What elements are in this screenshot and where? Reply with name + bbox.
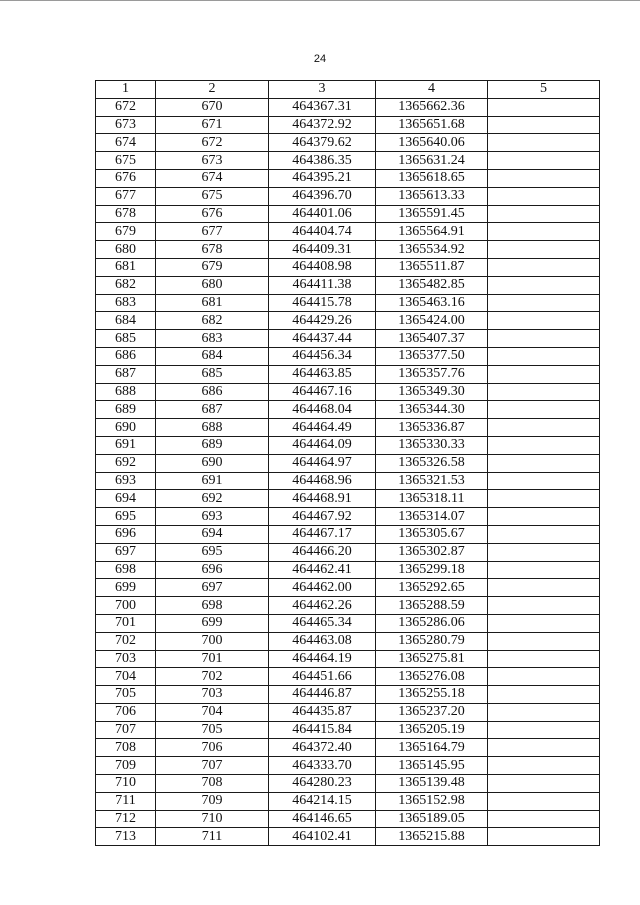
table-cell: 464462.00 bbox=[269, 579, 376, 597]
table-row bbox=[96, 365, 600, 383]
table-cell: 464446.87 bbox=[269, 686, 376, 704]
table-cell bbox=[488, 98, 600, 116]
table-cell: 710 bbox=[96, 775, 156, 793]
table-cell: 1365336.87 bbox=[376, 419, 488, 437]
column-header: 5 bbox=[488, 81, 600, 99]
table-cell: 1365349.30 bbox=[376, 383, 488, 401]
table-cell: 464451.66 bbox=[269, 668, 376, 686]
table-cell bbox=[488, 205, 600, 223]
table-row bbox=[96, 579, 600, 597]
table-row bbox=[96, 810, 600, 828]
table-row bbox=[96, 650, 600, 668]
table-row bbox=[96, 276, 600, 294]
table-cell: 706 bbox=[156, 739, 269, 757]
table-cell: 698 bbox=[96, 561, 156, 579]
table-row bbox=[96, 828, 600, 846]
table-cell: 702 bbox=[156, 668, 269, 686]
table-row bbox=[96, 792, 600, 810]
table-cell: 1365152.98 bbox=[376, 792, 488, 810]
table-cell: 679 bbox=[96, 223, 156, 241]
table-row bbox=[96, 347, 600, 365]
table-cell: 682 bbox=[156, 312, 269, 330]
table-cell: 712 bbox=[96, 810, 156, 828]
table-cell: 708 bbox=[156, 775, 269, 793]
table-cell: 1365305.67 bbox=[376, 525, 488, 543]
table-cell: 701 bbox=[156, 650, 269, 668]
table-cell: 703 bbox=[156, 686, 269, 704]
table-cell: 464395.21 bbox=[269, 169, 376, 187]
table-cell: 713 bbox=[96, 828, 156, 846]
table-cell: 700 bbox=[96, 597, 156, 615]
table-cell bbox=[488, 116, 600, 134]
table-row bbox=[96, 757, 600, 775]
table-cell: 670 bbox=[156, 98, 269, 116]
table-row bbox=[96, 739, 600, 757]
table-row bbox=[96, 454, 600, 472]
table-cell: 684 bbox=[96, 312, 156, 330]
table-cell: 1365631.24 bbox=[376, 152, 488, 170]
table-cell: 464280.23 bbox=[269, 775, 376, 793]
table-cell: 464467.17 bbox=[269, 525, 376, 543]
table-cell: 672 bbox=[156, 134, 269, 152]
table-cell: 1365534.92 bbox=[376, 241, 488, 259]
table-cell: 1365377.50 bbox=[376, 347, 488, 365]
table-cell: 702 bbox=[96, 632, 156, 650]
table-cell: 1365344.30 bbox=[376, 401, 488, 419]
table-cell: 675 bbox=[96, 152, 156, 170]
table-cell: 676 bbox=[96, 169, 156, 187]
coordinates-table bbox=[95, 80, 600, 846]
table-row bbox=[96, 508, 600, 526]
table-cell: 680 bbox=[156, 276, 269, 294]
table-cell: 464415.84 bbox=[269, 721, 376, 739]
table-cell: 692 bbox=[96, 454, 156, 472]
table-cell: 464102.41 bbox=[269, 828, 376, 846]
table-cell: 1365276.08 bbox=[376, 668, 488, 686]
table-row bbox=[96, 116, 600, 134]
table-cell bbox=[488, 597, 600, 615]
table-cell: 690 bbox=[156, 454, 269, 472]
table-cell bbox=[488, 223, 600, 241]
table-cell: 711 bbox=[96, 792, 156, 810]
table-cell: 707 bbox=[156, 757, 269, 775]
table-cell: 464464.19 bbox=[269, 650, 376, 668]
table-cell: 1365463.16 bbox=[376, 294, 488, 312]
table-cell: 464401.06 bbox=[269, 205, 376, 223]
table-cell bbox=[488, 472, 600, 490]
table-cell: 683 bbox=[96, 294, 156, 312]
table-cell: 709 bbox=[96, 757, 156, 775]
table-cell: 690 bbox=[96, 419, 156, 437]
table-cell: 686 bbox=[96, 347, 156, 365]
table-cell: 464462.26 bbox=[269, 597, 376, 615]
table-cell: 705 bbox=[96, 686, 156, 704]
column-header: 4 bbox=[376, 81, 488, 99]
table-cell bbox=[488, 294, 600, 312]
table-cell: 682 bbox=[96, 276, 156, 294]
table-cell: 1365613.33 bbox=[376, 187, 488, 205]
table-cell: 464464.09 bbox=[269, 436, 376, 454]
table-cell: 688 bbox=[156, 419, 269, 437]
table-cell bbox=[488, 436, 600, 454]
table-cell: 1365424.00 bbox=[376, 312, 488, 330]
table-row bbox=[96, 721, 600, 739]
table-row bbox=[96, 686, 600, 704]
table-cell bbox=[488, 828, 600, 846]
table-cell bbox=[488, 187, 600, 205]
table-cell bbox=[488, 721, 600, 739]
table-cell bbox=[488, 330, 600, 348]
table-cell: 691 bbox=[156, 472, 269, 490]
table-cell: 704 bbox=[156, 703, 269, 721]
table-cell bbox=[488, 757, 600, 775]
table-cell bbox=[488, 419, 600, 437]
table-cell: 692 bbox=[156, 490, 269, 508]
table-cell bbox=[488, 365, 600, 383]
table-cell: 464464.49 bbox=[269, 419, 376, 437]
table-row bbox=[96, 169, 600, 187]
table-cell: 688 bbox=[96, 383, 156, 401]
table-cell bbox=[488, 454, 600, 472]
table-cell: 678 bbox=[96, 205, 156, 223]
table-cell: 708 bbox=[96, 739, 156, 757]
table-cell: 464468.96 bbox=[269, 472, 376, 490]
table-cell: 1365618.65 bbox=[376, 169, 488, 187]
table-cell: 1365189.05 bbox=[376, 810, 488, 828]
table-cell: 1365292.65 bbox=[376, 579, 488, 597]
table-row bbox=[96, 134, 600, 152]
table-cell: 1365299.18 bbox=[376, 561, 488, 579]
table-cell: 1365275.81 bbox=[376, 650, 488, 668]
table-cell: 696 bbox=[156, 561, 269, 579]
table-cell: 464408.98 bbox=[269, 258, 376, 276]
table-cell: 684 bbox=[156, 347, 269, 365]
table-cell: 681 bbox=[156, 294, 269, 312]
table-cell: 1365215.88 bbox=[376, 828, 488, 846]
table-header-row bbox=[96, 81, 600, 99]
table-row bbox=[96, 401, 600, 419]
table-row bbox=[96, 419, 600, 437]
table-cell: 695 bbox=[96, 508, 156, 526]
table-cell: 1365314.07 bbox=[376, 508, 488, 526]
table-row bbox=[96, 543, 600, 561]
table-cell: 693 bbox=[96, 472, 156, 490]
table-row bbox=[96, 187, 600, 205]
table-row bbox=[96, 312, 600, 330]
table-cell: 1365482.85 bbox=[376, 276, 488, 294]
table-cell: 464146.65 bbox=[269, 810, 376, 828]
table-cell: 464372.92 bbox=[269, 116, 376, 134]
table-cell: 699 bbox=[156, 614, 269, 632]
column-header: 1 bbox=[96, 81, 156, 99]
table-cell: 710 bbox=[156, 810, 269, 828]
table-cell: 700 bbox=[156, 632, 269, 650]
table-cell: 464333.70 bbox=[269, 757, 376, 775]
table-cell: 1365288.59 bbox=[376, 597, 488, 615]
table-cell: 464466.20 bbox=[269, 543, 376, 561]
table-row bbox=[96, 241, 600, 259]
table-cell: 464409.31 bbox=[269, 241, 376, 259]
table-cell: 464429.26 bbox=[269, 312, 376, 330]
table-cell bbox=[488, 686, 600, 704]
table-cell: 679 bbox=[156, 258, 269, 276]
table-row bbox=[96, 152, 600, 170]
table-cell: 1365321.53 bbox=[376, 472, 488, 490]
table-row bbox=[96, 525, 600, 543]
table-cell: 697 bbox=[96, 543, 156, 561]
table-cell: 1365407.37 bbox=[376, 330, 488, 348]
table-row bbox=[96, 561, 600, 579]
table-cell: 1365511.87 bbox=[376, 258, 488, 276]
table-cell: 678 bbox=[156, 241, 269, 259]
table-cell: 703 bbox=[96, 650, 156, 668]
table-cell: 1365280.79 bbox=[376, 632, 488, 650]
table-row bbox=[96, 668, 600, 686]
table-cell: 464468.04 bbox=[269, 401, 376, 419]
table-cell: 705 bbox=[156, 721, 269, 739]
table-cell: 1365205.19 bbox=[376, 721, 488, 739]
table-cell: 699 bbox=[96, 579, 156, 597]
table-cell: 464437.44 bbox=[269, 330, 376, 348]
table-cell: 706 bbox=[96, 703, 156, 721]
table-cell: 1365662.36 bbox=[376, 98, 488, 116]
table-cell: 464465.34 bbox=[269, 614, 376, 632]
table-cell: 673 bbox=[156, 152, 269, 170]
table-cell bbox=[488, 383, 600, 401]
table-cell: 671 bbox=[156, 116, 269, 134]
table-cell: 686 bbox=[156, 383, 269, 401]
table-cell: 1365255.18 bbox=[376, 686, 488, 704]
table-cell: 683 bbox=[156, 330, 269, 348]
table-cell: 1365330.33 bbox=[376, 436, 488, 454]
table-cell bbox=[488, 169, 600, 187]
table-cell: 464463.08 bbox=[269, 632, 376, 650]
table-cell: 674 bbox=[156, 169, 269, 187]
table-cell bbox=[488, 241, 600, 259]
table-cell bbox=[488, 134, 600, 152]
column-header: 3 bbox=[269, 81, 376, 99]
page-number: 24 bbox=[313, 53, 327, 65]
table-cell: 464404.74 bbox=[269, 223, 376, 241]
table-cell: 464214.15 bbox=[269, 792, 376, 810]
table-cell: 464464.97 bbox=[269, 454, 376, 472]
table-cell: 1365318.11 bbox=[376, 490, 488, 508]
table-cell: 689 bbox=[156, 436, 269, 454]
table-cell bbox=[488, 312, 600, 330]
table-cell: 464411.38 bbox=[269, 276, 376, 294]
table-cell: 687 bbox=[96, 365, 156, 383]
table-cell: 697 bbox=[156, 579, 269, 597]
table-cell: 693 bbox=[156, 508, 269, 526]
table-cell bbox=[488, 276, 600, 294]
table-row bbox=[96, 223, 600, 241]
table-cell bbox=[488, 810, 600, 828]
table-cell: 701 bbox=[96, 614, 156, 632]
table-body bbox=[96, 98, 600, 845]
table-cell: 1365286.06 bbox=[376, 614, 488, 632]
table-cell: 677 bbox=[156, 223, 269, 241]
table-cell: 680 bbox=[96, 241, 156, 259]
table-cell: 464463.85 bbox=[269, 365, 376, 383]
table-cell: 1365139.48 bbox=[376, 775, 488, 793]
table-cell: 1365326.58 bbox=[376, 454, 488, 472]
table-cell: 1365357.76 bbox=[376, 365, 488, 383]
table-cell bbox=[488, 152, 600, 170]
table-cell: 674 bbox=[96, 134, 156, 152]
table-cell: 709 bbox=[156, 792, 269, 810]
table-cell: 687 bbox=[156, 401, 269, 419]
table-cell: 681 bbox=[96, 258, 156, 276]
table-cell: 464372.40 bbox=[269, 739, 376, 757]
table-row bbox=[96, 205, 600, 223]
table-cell bbox=[488, 490, 600, 508]
table-cell: 673 bbox=[96, 116, 156, 134]
table-row bbox=[96, 703, 600, 721]
table-row bbox=[96, 775, 600, 793]
table-cell: 698 bbox=[156, 597, 269, 615]
table-cell: 464467.92 bbox=[269, 508, 376, 526]
table-cell: 464467.16 bbox=[269, 383, 376, 401]
table-cell: 1365591.45 bbox=[376, 205, 488, 223]
table-cell: 695 bbox=[156, 543, 269, 561]
table-cell bbox=[488, 525, 600, 543]
table-cell bbox=[488, 792, 600, 810]
table-cell: 464462.41 bbox=[269, 561, 376, 579]
table-cell: 1365302.87 bbox=[376, 543, 488, 561]
table-cell: 464386.35 bbox=[269, 152, 376, 170]
table-cell bbox=[488, 561, 600, 579]
table-cell bbox=[488, 739, 600, 757]
table-cell: 1365640.06 bbox=[376, 134, 488, 152]
table-cell: 464456.34 bbox=[269, 347, 376, 365]
table-cell: 464415.78 bbox=[269, 294, 376, 312]
table-cell: 704 bbox=[96, 668, 156, 686]
table-cell: 464379.62 bbox=[269, 134, 376, 152]
table-cell: 691 bbox=[96, 436, 156, 454]
table-cell: 707 bbox=[96, 721, 156, 739]
table-row bbox=[96, 258, 600, 276]
table-cell bbox=[488, 775, 600, 793]
table-cell: 464367.31 bbox=[269, 98, 376, 116]
table-cell: 1365164.79 bbox=[376, 739, 488, 757]
table-cell bbox=[488, 668, 600, 686]
table-cell: 711 bbox=[156, 828, 269, 846]
table-row bbox=[96, 436, 600, 454]
table-cell bbox=[488, 347, 600, 365]
table-cell bbox=[488, 508, 600, 526]
table-row bbox=[96, 383, 600, 401]
column-header: 2 bbox=[156, 81, 269, 99]
table-row bbox=[96, 472, 600, 490]
table-cell: 685 bbox=[156, 365, 269, 383]
table-cell: 1365564.91 bbox=[376, 223, 488, 241]
table-cell: 1365145.95 bbox=[376, 757, 488, 775]
table-cell bbox=[488, 543, 600, 561]
table-cell: 694 bbox=[156, 525, 269, 543]
table-cell: 1365651.68 bbox=[376, 116, 488, 134]
table-cell bbox=[488, 614, 600, 632]
table-cell: 685 bbox=[96, 330, 156, 348]
table-cell bbox=[488, 703, 600, 721]
top-border-line bbox=[0, 0, 640, 1]
table-row bbox=[96, 294, 600, 312]
table-cell bbox=[488, 632, 600, 650]
table-row bbox=[96, 614, 600, 632]
table-cell bbox=[488, 401, 600, 419]
table-cell: 1365237.20 bbox=[376, 703, 488, 721]
table-cell: 694 bbox=[96, 490, 156, 508]
table-cell: 672 bbox=[96, 98, 156, 116]
table-cell bbox=[488, 650, 600, 668]
table-cell: 464396.70 bbox=[269, 187, 376, 205]
table-cell: 696 bbox=[96, 525, 156, 543]
table-cell: 464435.87 bbox=[269, 703, 376, 721]
table-row bbox=[96, 330, 600, 348]
table-cell: 676 bbox=[156, 205, 269, 223]
table-row bbox=[96, 490, 600, 508]
table-cell: 677 bbox=[96, 187, 156, 205]
table-cell bbox=[488, 579, 600, 597]
table-cell: 689 bbox=[96, 401, 156, 419]
table-row bbox=[96, 597, 600, 615]
table-cell: 675 bbox=[156, 187, 269, 205]
table-row bbox=[96, 98, 600, 116]
table-cell bbox=[488, 258, 600, 276]
table-row bbox=[96, 632, 600, 650]
table-cell: 464468.91 bbox=[269, 490, 376, 508]
